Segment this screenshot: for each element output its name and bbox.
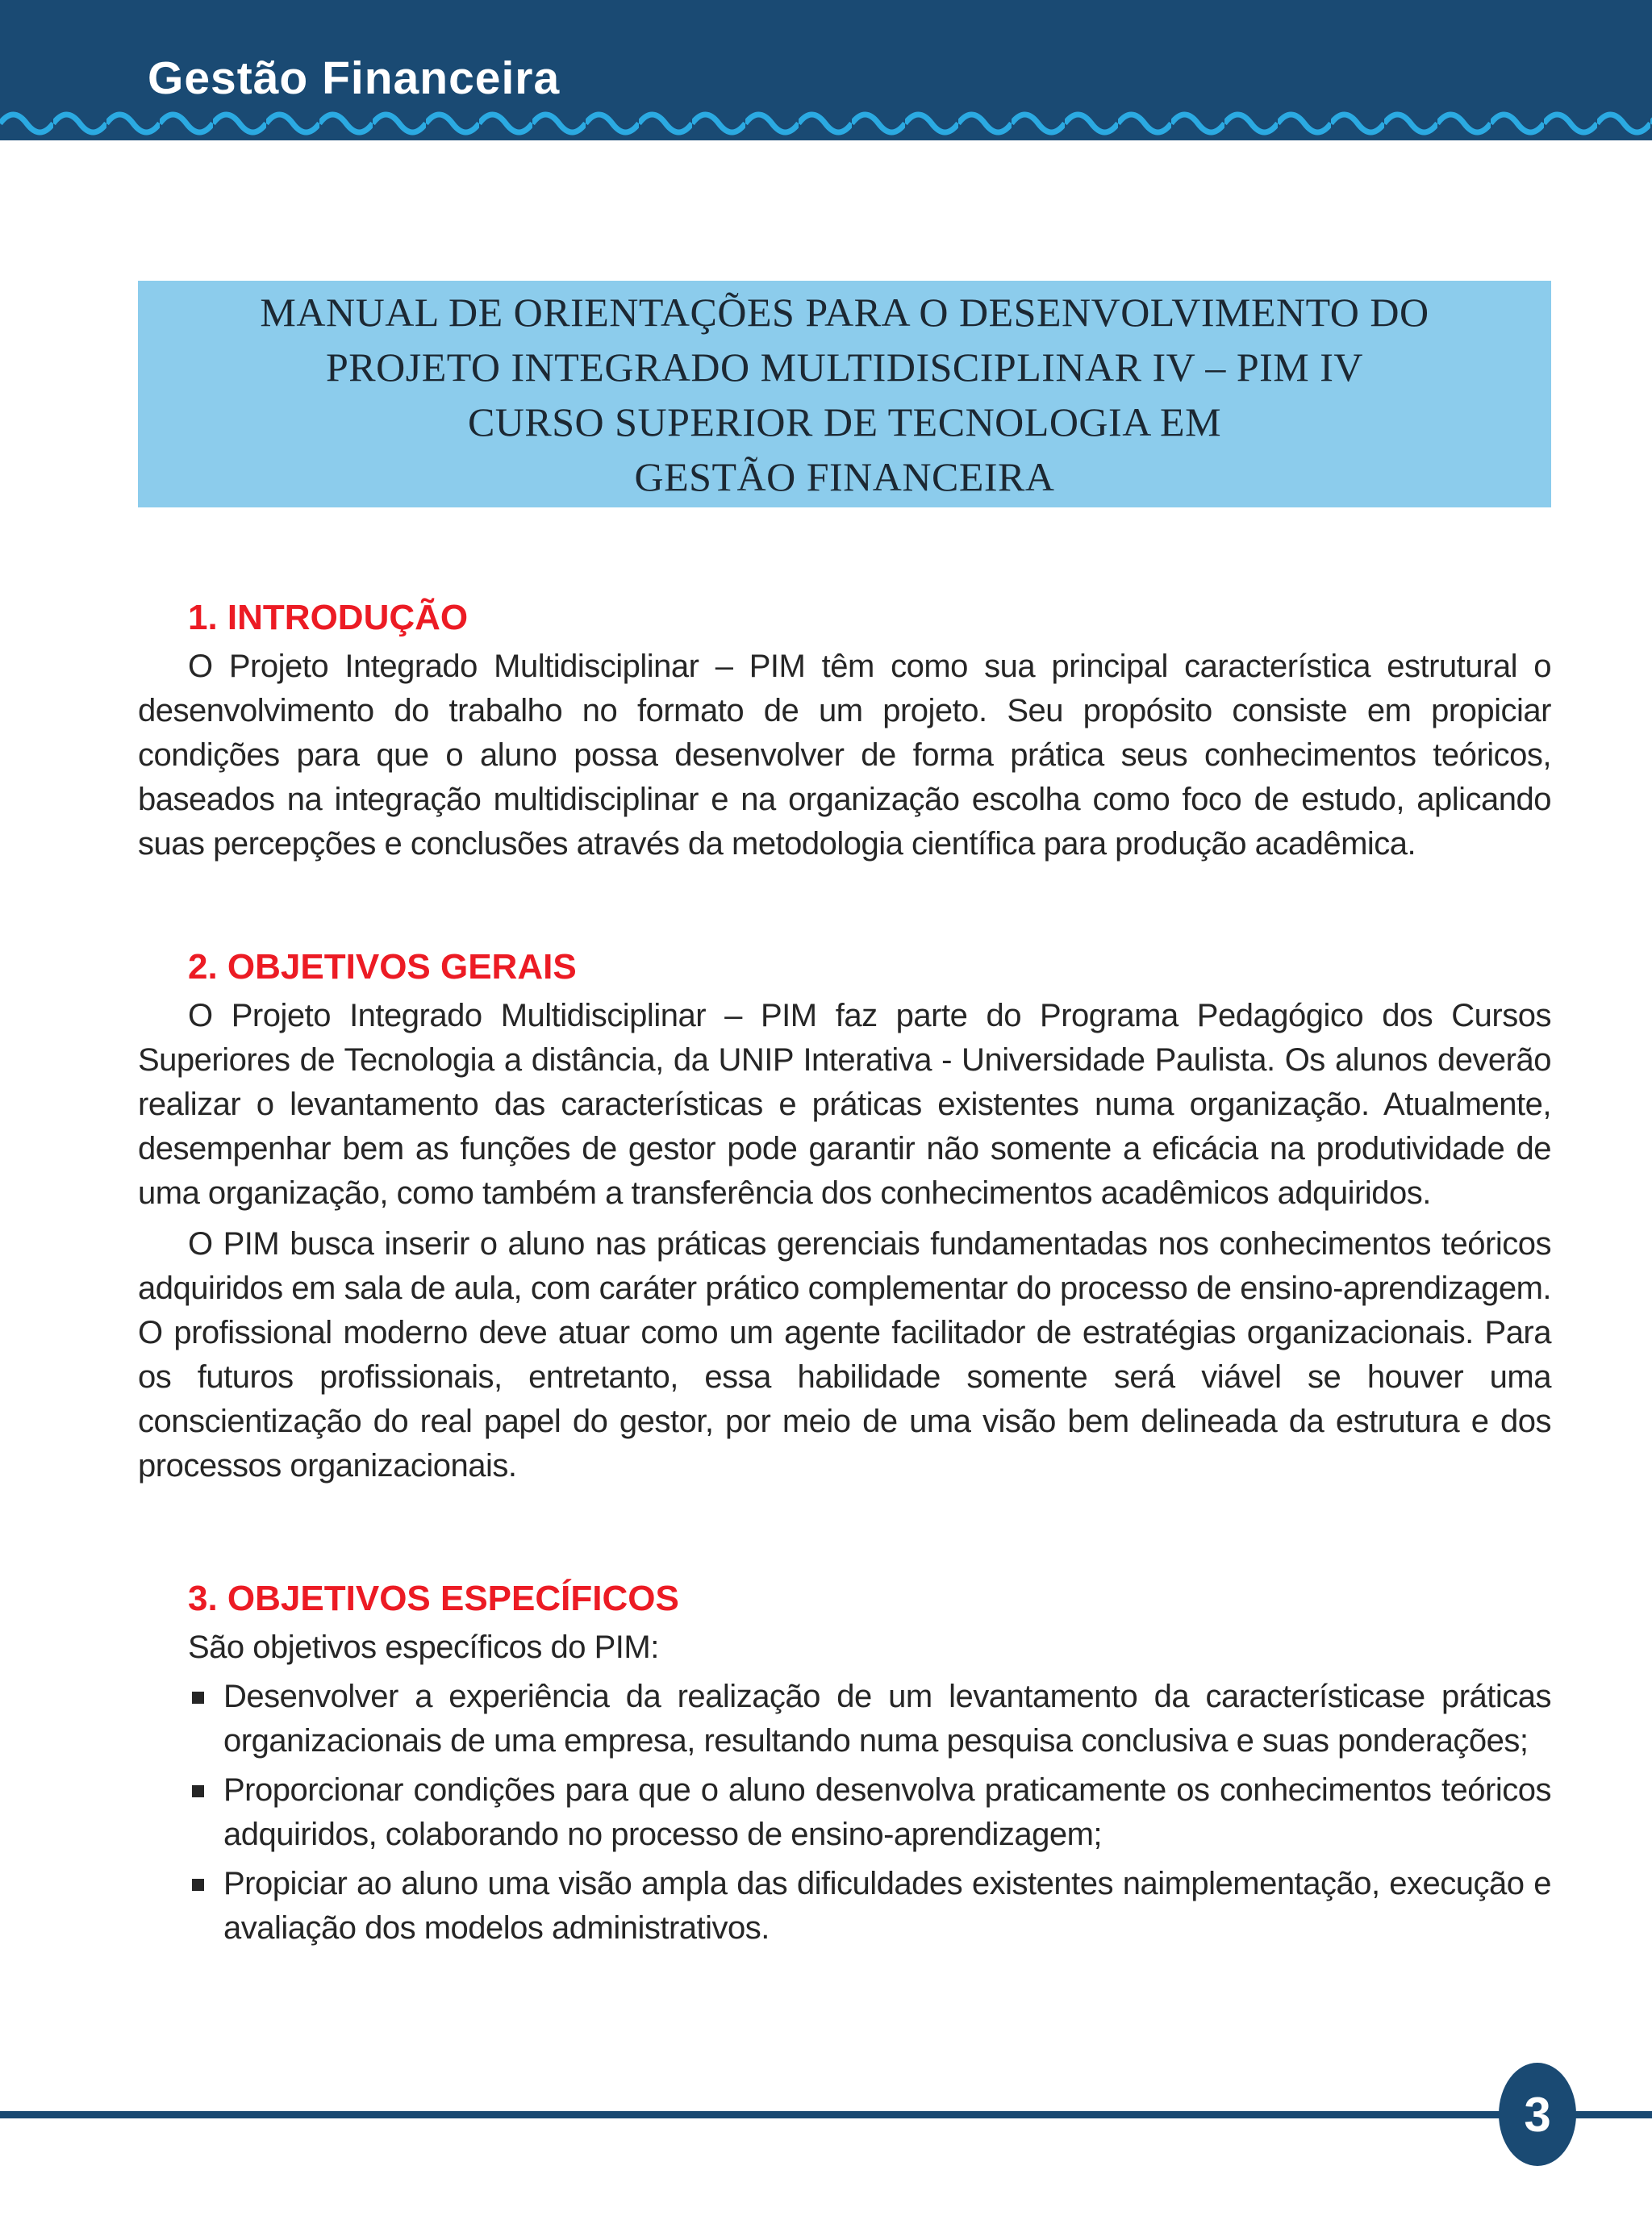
title-line: PROJETO INTEGRADO MULTIDISCIPLINAR IV – PIM IV <box>325 344 1363 390</box>
section-heading: 2. OBJETIVOS GERAIS <box>188 947 577 987</box>
section-heading: 3. OBJETIVOS ESPECÍFICOS <box>188 1579 679 1618</box>
list-item <box>138 1675 1551 1763</box>
wave-divider-icon <box>0 107 1652 140</box>
bullet-text: Proporcionar condições para que o aluno desenvolva praticamente os conhecimentos teóricos adquiridos, colaborando no processo de ensino-aprendizagem; <box>223 1772 1551 1852</box>
paragraph: O Projeto Integrado Multidisciplinar – PIM têm como sua principal característica estrutural o desenvolvimento do trabalho no formato de um projeto. Seu propósito consiste em propiciar condições para que o aluno possa desenvolver de forma prática seus conhecimentos teóricos, baseados na integração multidisciplinar e na organização escolha como foco de estudo, aplicando suas percepções e conclusões através da metodologia científica para produção acadêmica. <box>138 649 1551 862</box>
title-line: CURSO SUPERIOR DE TECNOLOGIA EM <box>467 399 1222 444</box>
document-body <box>138 507 1551 1951</box>
bullet-text: Desenvolver a experiência da realização de um levantamento da característicase práticas organizacionais de uma empresa, resultando numa pesquisa conclusiva e suas ponderações; <box>223 1679 1551 1759</box>
footer-rule <box>0 2111 1652 2118</box>
bullet-text: Propiciar ao aluno uma visão ampla das dificuldades existentes naimplementação, execução e avaliação dos modelos administrativos. <box>223 1866 1551 1946</box>
list-item <box>138 1768 1551 1857</box>
section-introducao <box>138 598 1551 866</box>
document-title-box <box>138 281 1551 507</box>
paragraph: O PIM busca inserir o aluno nas práticas gerenciais fundamentadas nos conhecimentos teóricos adquiridos em sala de aula, com caráter prático complementar do processo de ensino-aprendizagem. O profissional moderno deve atuar como um agente facilitador de estratégias organizacionais. Para os futuros profissionais, entretanto, essa habilidade somente será viável se houver uma conscientização do real papel do gestor, por meio de uma visão bem delineada da estrutura e dos processos organizacionais. <box>138 1226 1551 1484</box>
section-objetivos-gerais <box>138 947 1551 1488</box>
bullet-list <box>138 1675 1551 1951</box>
paragraph: O Projeto Integrado Multidisciplinar – PIM faz parte do Programa Pedagógico dos Cursos Superiores de Tecnologia a distância, da UNIP Interativa - Universidade Paulista. Os alunos deverão realizar o levantamento das características e práticas existentes numa organização. Atualmente, desempenhar bem as funções de gestor pode garantir não somente a eficácia na produtividade de uma organização, como também a transferência dos conhecimentos acadêmicos adquiridos. <box>138 998 1551 1211</box>
list-item <box>138 1862 1551 1951</box>
header-bar <box>0 0 1652 140</box>
bullet-square-icon <box>192 1692 204 1704</box>
page-number: 3 <box>1524 2087 1551 2142</box>
page-number-badge <box>1499 2063 1576 2166</box>
bullet-square-icon <box>192 1879 204 1891</box>
section-heading: 1. INTRODUÇÃO <box>188 598 469 637</box>
section-objetivos-especificos <box>138 1579 1551 1951</box>
page-header-title: Gestão Financeira <box>148 52 561 104</box>
title-line: MANUAL DE ORIENTAÇÕES PARA O DESENVOLVIMENTO DO <box>260 289 1429 335</box>
bullet-square-icon <box>192 1785 204 1797</box>
section-intro: São objetivos específicos do PIM: <box>188 1630 659 1665</box>
title-line: GESTÃO FINANCEIRA <box>634 453 1055 499</box>
